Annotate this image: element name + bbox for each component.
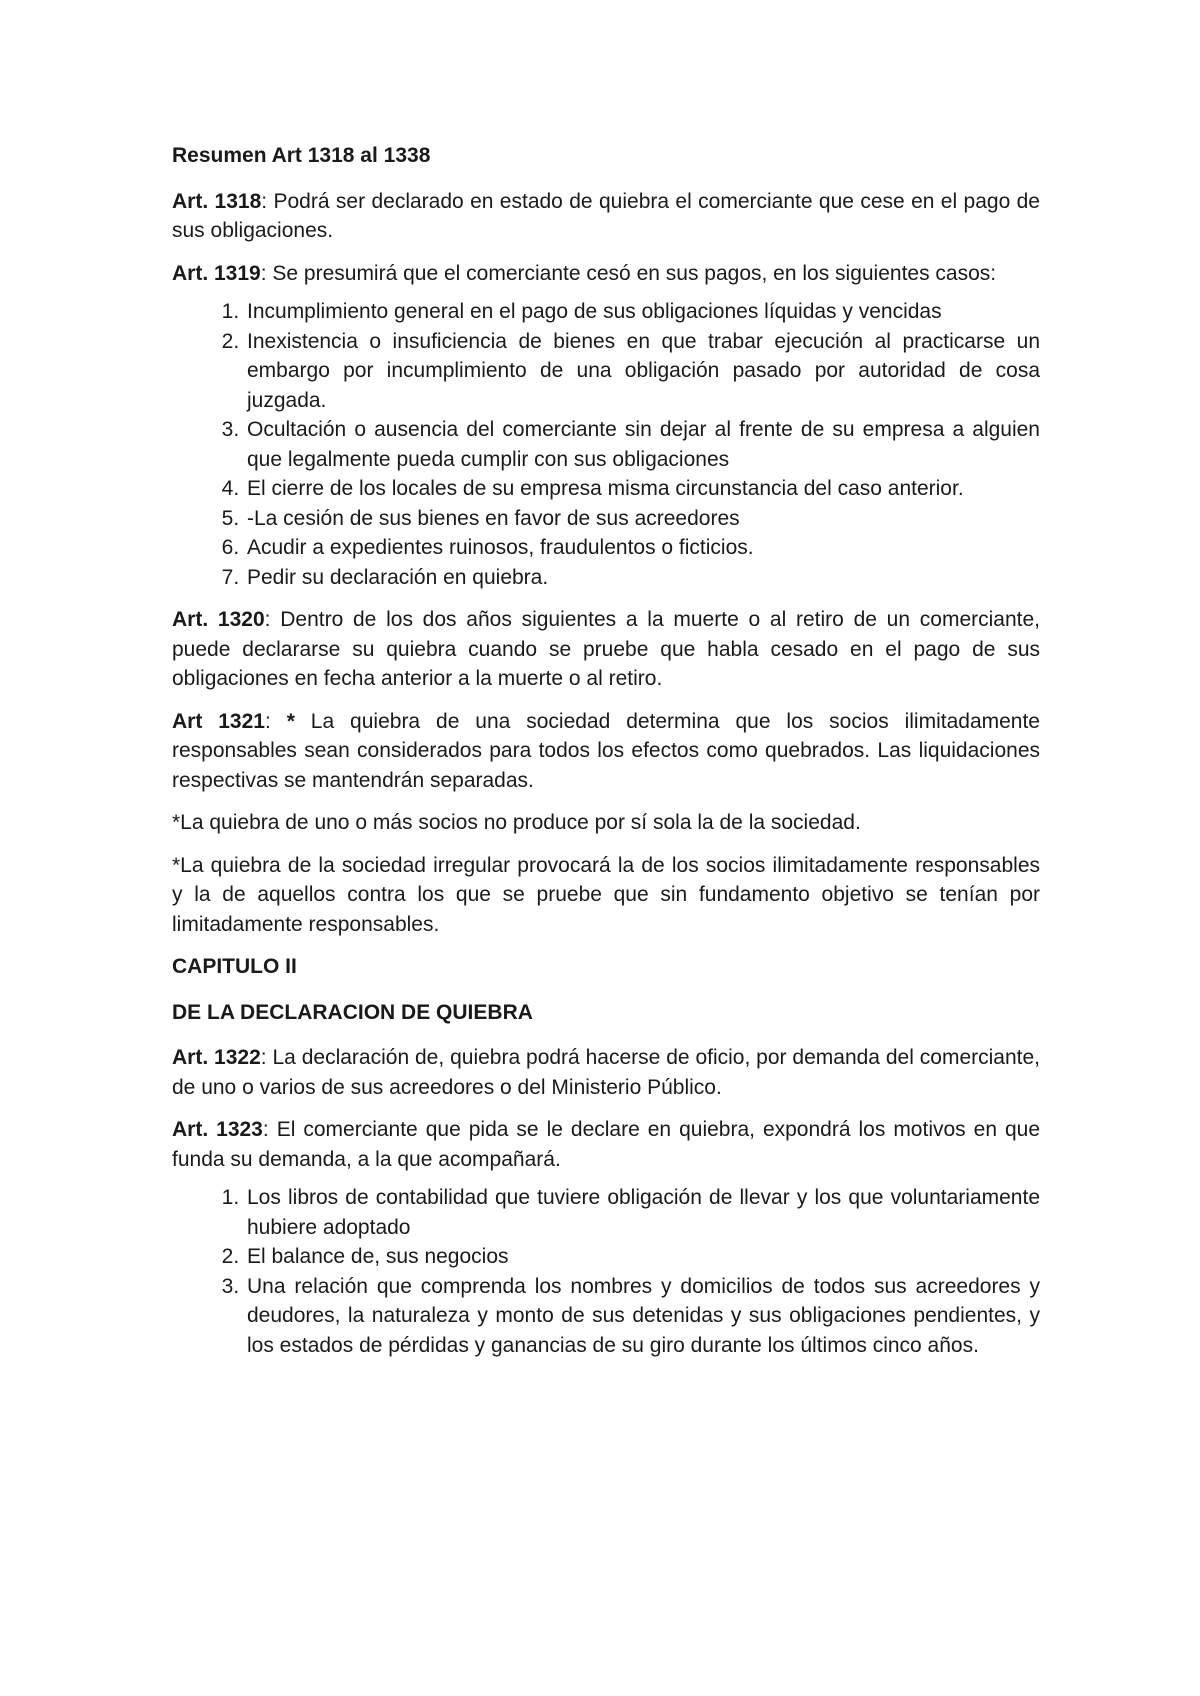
document-title: Resumen Art 1318 al 1338: [172, 144, 431, 167]
article-label: Art. 1319: [172, 261, 261, 285]
list-item: 3. Una relación que comprenda los nombres y domicilios de todos sus acreedores y deudores, la naturaleza y monto de sus detenidas y sus obligaciones pendientes, y los estados de pérdidas y ganancias de su giro durante los últimos cinco años.: [245, 1272, 1040, 1361]
article-1323-items: [172, 1183, 1040, 1360]
article-label: Art. 1320: [172, 608, 265, 631]
article-text: Dentro de los dos años siguientes a la muerte o al retiro de un comerciante, puede declararse su quiebra cuando se pruebe que habla cesado en el pago de sus obligaciones en fecha anterior a la muerte o al retiro.: [172, 608, 1041, 690]
chapter-heading: CAPITULO II: [172, 955, 297, 978]
article-1318: Art. 1318: Podrá ser declarado en estado de quiebra el comerciante que cese en el pago de sus obligaciones.: [172, 189, 1040, 242]
list-item: 4. El cierre de los locales de su empresa misma circunstancia del caso anterior.: [245, 474, 1040, 504]
list-item: 3. Ocultación o ausencia del comerciante sin dejar al frente de su empresa a alguien que legalmente pueda cumplir con sus obligaciones: [245, 415, 1040, 474]
list-item: 2. Inexistencia o insuficiencia de bienes en que trabar ejecución al practicarse un embargo por incumplimiento de una obligación pasado por autoridad de cosa juzgada.: [245, 327, 1040, 416]
asterisk: *: [286, 709, 295, 733]
article-1319-cases: [172, 297, 1040, 592]
article-1320: Art. 1320: Dentro de los dos años siguientes a la muerte o al retiro de un comerciante, puede declararse su quiebra cuando se pruebe que habla cesado en el pago de sus obligaciones en fecha anterior a la muerte o al retiro.: [172, 608, 1041, 690]
article-label: Art. 1318: [172, 189, 262, 213]
list-item: 2. El balance de, sus negocios: [245, 1242, 1040, 1272]
list-item: 1. Incumplimiento general en el pago de sus obligaciones líquidas y vencidas: [245, 297, 1040, 327]
article-label: Art. 1323: [172, 1118, 263, 1141]
list-item: 6. Acudir a expedientes ruinosos, fraudulentos o ficticios.: [245, 533, 1040, 563]
list-item: 1. Los libros de contabilidad que tuviere obligación de llevar y los que voluntariamente hubiere adoptado: [245, 1183, 1040, 1242]
article-text: Podrá ser declarado en estado de quiebra el comerciante que cese en el pago de sus obligaciones.: [172, 189, 1040, 242]
article-1321: Art 1321: * La quiebra de una sociedad determina que los socios ilimitadamente responsables sean considerados para todos los efectos como quebrados. Las liquidaciones respectivas se mantendrán separadas.: [172, 709, 1040, 792]
article-text: Se presumirá que el comerciante cesó en sus pagos, en los siguientes casos:: [272, 261, 997, 285]
article-1319: Art. 1319: Se presumirá que el comerciante cesó en sus pagos, en los siguientes casos:: [172, 261, 997, 285]
list-item: 5. -La cesión de sus bienes en favor de sus acreedores: [245, 504, 1040, 534]
article-text: El comerciante que pida se le declare en quiebra, expondrá los motivos en que funda su demanda, a la que acompañará.: [172, 1118, 1041, 1171]
article-text: La quiebra de una sociedad determina que los socios ilimitadamente responsables sean considerados para todos los efectos como quebrados. Las liquidaciones respectivas se mantendrán separadas.: [172, 709, 1040, 792]
article-text: La declaración de, quiebra podrá hacerse de oficio, por demanda del comerciante, de uno o varios de sus acreedores o del Ministerio Público.: [172, 1046, 1040, 1099]
chapter-title: DE LA DECLARACION DE QUIEBRA: [172, 1000, 533, 1024]
note-1: *La quiebra de uno o más socios no produce por sí sola la de la sociedad.: [172, 811, 861, 834]
list-item: 7. Pedir su declaración en quiebra.: [245, 563, 1040, 593]
article-label: Art. 1322: [172, 1046, 261, 1069]
article-label: Art 1321: [172, 709, 265, 733]
note-2: *La quiebra de la sociedad irregular provocará la de los socios ilimitadamente responsables y la de aquellos contra los que se pruebe que sin fundamento objetivo se tenían por limitadamente responsables.: [172, 853, 1040, 936]
article-1322: Art. 1322: La declaración de, quiebra podrá hacerse de oficio, por demanda del comerciante, de uno o varios de sus acreedores o del Ministerio Público.: [172, 1046, 1040, 1099]
article-1323: Art. 1323: El comerciante que pida se le declare en quiebra, expondrá los motivos en que funda su demanda, a la que acompañará.: [172, 1118, 1041, 1171]
